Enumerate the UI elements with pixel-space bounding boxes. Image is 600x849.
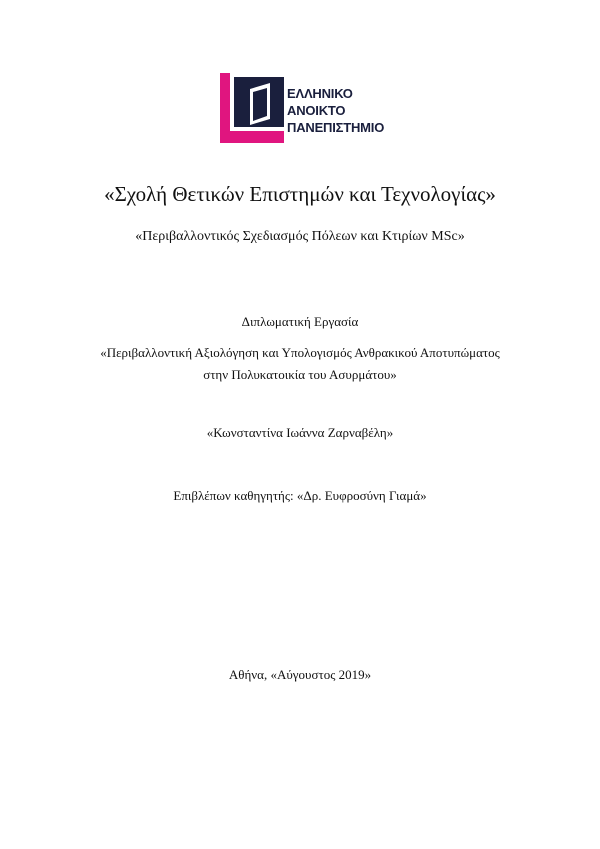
thesis-type-label: Διπλωματική Εργασία (241, 314, 359, 329)
place-and-date: Αθήνα, «Αύγουστος 2019» (228, 667, 372, 682)
author-name: «Κωνσταντίνα Ιωάννα Ζαρναβέλη» (206, 425, 394, 440)
supervisor-line: Επιβλέπων καθηγητής: «Δρ. Ευφροσύνη Γιαμά» (173, 488, 427, 503)
logo-line-1: ΕΛΛΗΝΙΚΟ (287, 86, 353, 101)
logo-line-3: ΠΑΝΕΠΙΣΤΗΜΙΟ (287, 120, 385, 135)
logo-line-2: ΑΝΟΙΚΤΟ (287, 103, 346, 118)
thesis-title-line-2: στην Πολυκατοικία του Ασυρμάτου» (203, 367, 397, 382)
school-name: «Σχολή Θετικών Επιστημών και Τεχνολογίας» (104, 182, 496, 206)
programme-name: «Περιβαλλοντικός Σχεδιασμός Πόλεων και Κτιρίων MSc» (135, 229, 465, 244)
thesis-title-line-1: «Περιβαλλοντική Αξιολόγηση και Υπολογισμός Ανθρακικού Αποτυπώματος (100, 345, 500, 360)
university-logo-text (287, 85, 384, 136)
university-logo-mark (220, 73, 284, 143)
university-logo (220, 70, 410, 145)
